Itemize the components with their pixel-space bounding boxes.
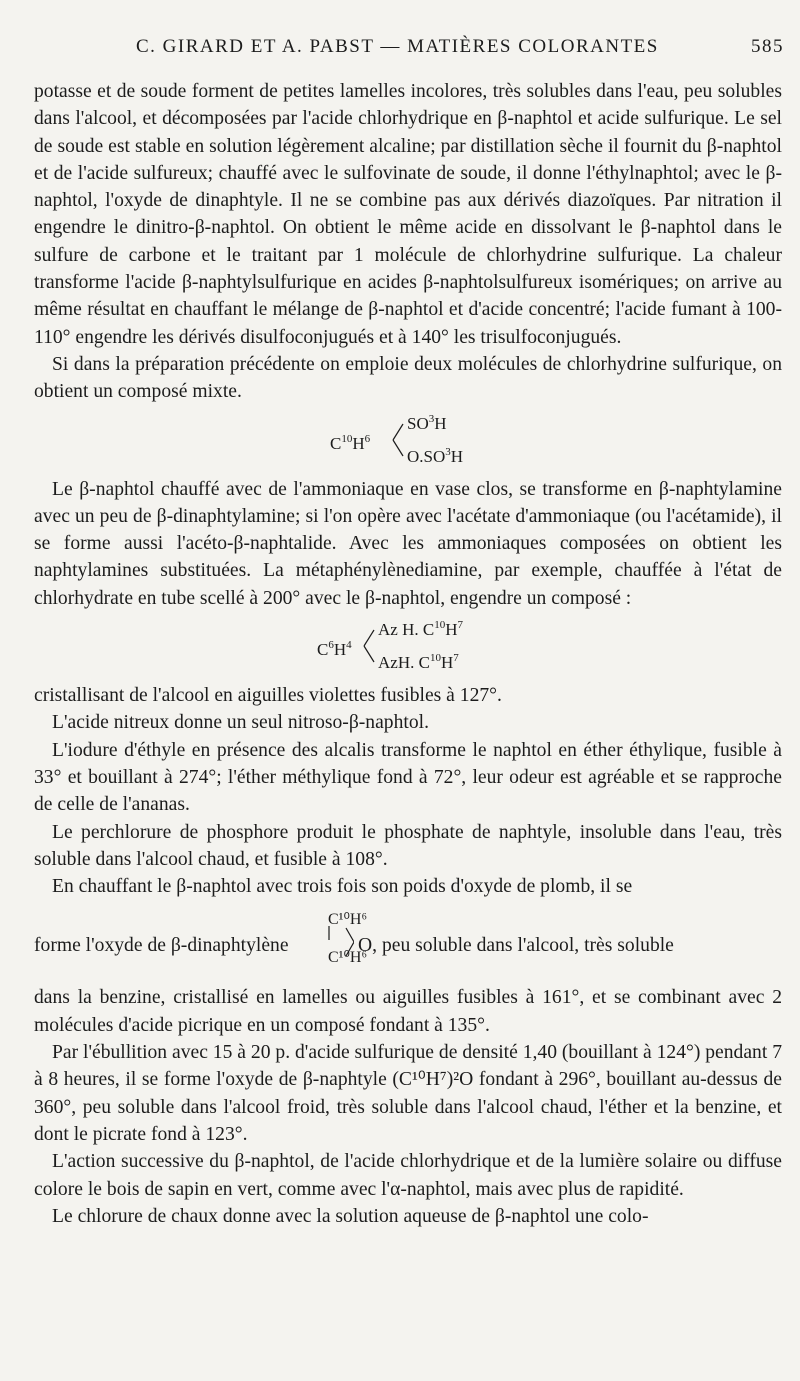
formula-bracket [324,900,354,984]
header-title: C. GIRARD ET A. PABST — MATIÈRES COLORANTES [136,36,659,57]
formula-dinaphtylene: forme l'oxyde de β-dinaphtylène C¹⁰H⁶ C¹⁰H⁶ O, peu soluble dans l'alcool, très soluble [34,900,782,984]
formula-bracket [391,410,405,470]
formula-diamine: $C^6H^4$ Az H. $C^{10}H^7$ AzH. $C^{10}H^7$ [34,616,782,676]
paragraph-4: cristallisant de l'alcool en aiguilles violettes fusibles à 127°. [34,685,502,707]
formula-sulfo: $C^{10}H^6$ $SO^3H$ $O.SO^3H$ [34,410,782,470]
paragraph-8: En chauffant le β-naphtol avec trois fois son poids d'oxyde de plomb, il se [52,876,633,898]
paragraph-5: L'acide nitreux donne un seul nitroso-β-naphtol. [52,712,429,734]
running-header [30,36,784,64]
paragraph-1: potasse et de soude forment de petites lamelles incolores, très solubles dans l'eau, peu solubles dans l'alcool, et décomposées par l'acide chlorhydrique en β-naphtol et acide sulfurique. Le sel de soude est stable en solution légèrement alcaline; par distillation sèche il fournit du β-naphtol et de l'acide sulfureux; chauffé avec le sulfovinate de soude, il donne l'éthylnaphtol; avec le β-naphtol, l'oxyde de dinaphtyle. Il ne se combine pas aux dérivés diazoïques. Par nitration il engendre le dinitro-β-naphtol. On obtient le même acide en dissolvant le β-naphtol dans le sulfure de carbone et le traitant par 1 molécule de chlorhydrine sulfurique. La chaleur transforme l'acide β-naphtylsulfurique en acides β-naphtolsulfureux isomériques; on arrive au même résultat en chauffant le mélange de β-naphtol et d'acide concentré; l'acide fumant à 100-110° engendre les dérivés disulfoconjugués et à 140° les trisulfoconjugués. [34,81,782,348]
paragraph-6: L'iodure d'éthyle en présence des alcalis transforme le naphtol en éther éthylique, fusible à 33° et bouillant à 274°; l'éther méthylique fond à 72°, leur odeur est agréable et se rapproche de celle de l'ananas. [34,739,782,816]
body-text [34,78,782,1230]
paragraph-8-cont: dans la benzine, cristallisé en lamelles ou aiguilles fusibles à 161°, et se combinant avec 2 molécules d'acide picrique en un composé fondant à 135°. [34,987,782,1036]
paragraph-10: L'action successive du β-naphtol, de l'acide chlorhydrique et de la lumière solaire ou diffuse colore le bois de sapin en vert, comme avec l'α-naphtol, mais avec plus de rapidité. [34,1151,782,1200]
paragraph-7: Le perchlorure de phosphore produit le phosphate de naphtyle, insoluble dans l'eau, très soluble dans l'alcool chaud, et fusible à 108°. [34,821,782,870]
formula-bracket [362,616,376,676]
paragraph-3: Le β-naphtol chauffé avec de l'ammoniaque en vase clos, se transforme en β-naphtylamine avec un peu de β-dinaphtylamine; si l'on opère avec l'acétate d'ammoniaque (ou l'acétamide), il se forme aussi l'acéto-β-naphtalide. Avec les ammoniaques composées on obtient les naphtylamines substituées. La métaphénylènediamine, par exemple, chauffée à l'état de chlorhydrate en tube scellé à 200° avec le β-naphtol, engendre un composé : [34,478,782,609]
paragraph-9: Par l'ébullition avec 15 à 20 p. d'acide sulfurique de densité 1,40 (bouillant à 124°) pendant 7 à 8 heures, il se forme l'oxyde de β-naphtyle (C¹⁰H⁷)²O fondant à 296°, bouillant au-dessus de 360°, peu soluble dans l'alcool froid, très soluble dans l'alcool chaud, l'éther et la benzine, et dont le picrate fond à 123°. [34,1042,782,1145]
paragraph-11: Le chlorure de chaux donne avec la solution aqueuse de β-naphtol une colo- [52,1205,649,1227]
page-number: 585 [751,36,784,57]
paragraph-2: Si dans la préparation précédente on emploie deux molécules de chlorhydrine sulfurique, on obtient un composé mixte. [34,353,782,403]
